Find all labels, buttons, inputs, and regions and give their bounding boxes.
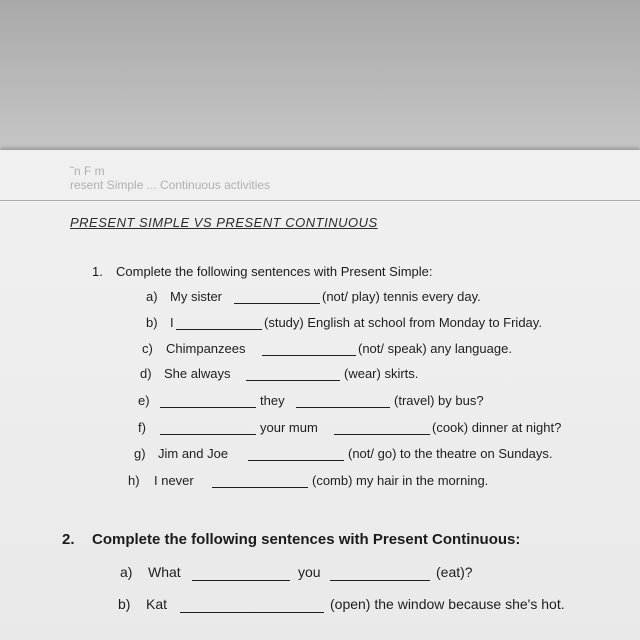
cut-off-next-line (118, 626, 218, 640)
section-1-instruction: Complete the following sentences with Present Simple: (116, 264, 433, 279)
item-letter: b) (118, 596, 131, 612)
item-letter: c) (142, 341, 153, 356)
faint-header-line-1: ˜n F m (70, 164, 105, 178)
item-text: Kat (146, 596, 168, 612)
faint-header-line-2: resent Simple ... Continuous activities (70, 178, 271, 192)
item-letter: f) (138, 420, 146, 435)
item-text: (open) the window because she's hot. (330, 596, 565, 612)
item-letter: d) (140, 366, 152, 381)
answer-blank[interactable] (160, 407, 256, 408)
answer-blank[interactable] (246, 380, 340, 381)
section-1-number: 1. (92, 264, 103, 279)
item-text: (cook) dinner at night? (432, 420, 562, 435)
answer-blank[interactable] (234, 303, 320, 304)
item-letter: a) (120, 564, 133, 580)
item-text: (not/ go) to the theatre on Sundays. (348, 446, 553, 461)
section-2-instruction: Complete the following sentences with Present Continuous: (92, 531, 521, 548)
item-text: (study) English at school from Monday to Friday. (264, 315, 542, 330)
answer-blank[interactable] (192, 580, 290, 581)
item-text: (comb) my hair in the morning. (312, 473, 489, 488)
worksheet-title: PRESENT SIMPLE VS PRESENT CONTINUOUS (70, 215, 378, 230)
item-text: your mum (260, 420, 318, 435)
item-text: (travel) by bus? (394, 393, 484, 408)
item-text: they (260, 393, 285, 408)
item-text: (wear) skirts. (344, 366, 419, 381)
item-letter: a) (146, 289, 158, 304)
item-text: (eat)? (436, 564, 473, 580)
faint-header (70, 164, 270, 192)
item-text: I never (154, 473, 194, 488)
item-text: (not/ play) tennis every day. (322, 289, 481, 304)
answer-blank[interactable] (160, 434, 256, 435)
item-text: Jim and Joe (158, 446, 229, 461)
answer-blank[interactable] (296, 407, 390, 408)
section-2-number: 2. (62, 531, 75, 548)
item-text: What (148, 564, 181, 580)
item-text: (not/ speak) any language. (358, 341, 512, 356)
item-text: I (170, 315, 174, 330)
section-2-heading (62, 531, 520, 548)
answer-blank[interactable] (212, 487, 308, 488)
upper-page-shadow (0, 0, 640, 150)
item-text: She always (164, 366, 231, 381)
answer-blank[interactable] (262, 355, 356, 356)
section-1-heading (92, 264, 433, 279)
item-text: Chimpanzees (166, 341, 246, 356)
item-letter: e) (138, 393, 150, 408)
answer-blank[interactable] (248, 460, 344, 461)
item-text: My sister (170, 289, 222, 304)
item-letter: h) (128, 473, 140, 488)
answer-blank[interactable] (334, 434, 430, 435)
item-letter: b) (146, 315, 158, 330)
answer-blank[interactable] (176, 329, 262, 330)
header-rule (0, 200, 640, 201)
item-letter: g) (134, 446, 146, 461)
item-text: you (298, 564, 321, 580)
answer-blank[interactable] (330, 580, 430, 581)
answer-blank[interactable] (180, 612, 324, 613)
